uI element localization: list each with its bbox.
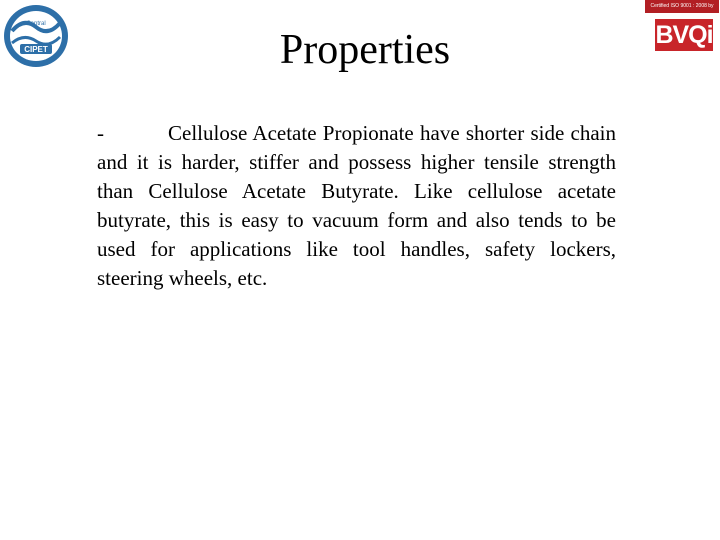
slide-title: Properties	[279, 27, 451, 73]
bvqi-brand: BVQi	[655, 21, 713, 49]
cipet-ring-text: Central	[26, 21, 46, 27]
bullet-marker: -	[97, 121, 104, 145]
certification-caption: Certified ISO 9001 : 2008 by	[645, 0, 719, 13]
body-text: Cellulose Acetate Propionate have shorter side chain and it is harder, stiffer and possess higher tensile strength than Cellulose Acetate Butyrate. Like cellulose acetate butyrate, this is easy to vacuum form and also tends to be used for applications like tool handles, safety lockers, steering wheels, etc.	[97, 121, 616, 290]
cipet-logo-text: CIPET	[24, 45, 48, 54]
body-paragraph	[97, 119, 616, 293]
